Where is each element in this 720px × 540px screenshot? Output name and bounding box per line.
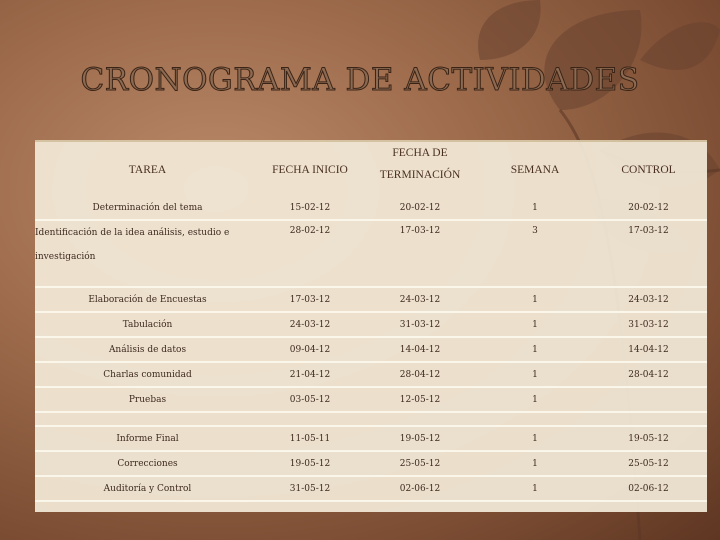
cell-inicio: 17-03-12 bbox=[260, 287, 360, 312]
cell-tarea: Determinación del tema bbox=[35, 196, 260, 220]
cell-semana: 1 bbox=[480, 426, 590, 451]
cell-tarea: Charlas comunidad bbox=[35, 362, 260, 387]
column-header-fecha-inicio: FECHA INICIO bbox=[272, 164, 348, 176]
page-title: CRONOGRAMA DE ACTIVIDADES bbox=[80, 62, 640, 98]
table-row bbox=[35, 476, 707, 501]
cell-fin: 20-02-12 bbox=[360, 196, 480, 220]
cell-inicio: 24-03-12 bbox=[260, 312, 360, 337]
cell-control: 24-03-12 bbox=[590, 287, 707, 312]
cell-tarea: Análisis de datos bbox=[35, 337, 260, 362]
cell-semana: 1 bbox=[480, 476, 590, 501]
column-header-tarea: TAREA bbox=[128, 164, 167, 176]
cell-fin: 19-05-12 bbox=[360, 426, 480, 451]
cell-tarea: Informe Final bbox=[35, 426, 260, 451]
cell-control: 25-05-12 bbox=[590, 451, 707, 476]
cell-control: 17-03-12 bbox=[590, 220, 707, 287]
cell-tarea: Correcciones bbox=[35, 451, 260, 476]
cell-tarea: Identificación de la idea análisis, estudio e investigación bbox=[35, 220, 260, 287]
table-row bbox=[35, 387, 707, 412]
schedule-table bbox=[35, 140, 707, 502]
cell-fin: 31-03-12 bbox=[360, 312, 480, 337]
cell-control bbox=[590, 387, 707, 412]
cell-control: 02-06-12 bbox=[590, 476, 707, 501]
cell-control: 31-03-12 bbox=[590, 312, 707, 337]
cell-tarea: Auditoría y Control bbox=[35, 476, 260, 501]
table-row bbox=[35, 196, 707, 220]
table-row bbox=[35, 220, 707, 287]
cell-inicio: 03-05-12 bbox=[260, 387, 360, 412]
cell-inicio: 11-05-11 bbox=[260, 426, 360, 451]
cell-inicio: 19-05-12 bbox=[260, 451, 360, 476]
cell-semana: 1 bbox=[480, 451, 590, 476]
cell-semana: 1 bbox=[480, 287, 590, 312]
cell-inicio: 21-04-12 bbox=[260, 362, 360, 387]
table-row bbox=[35, 312, 707, 337]
cell-fin: 02-06-12 bbox=[360, 476, 480, 501]
cell-inicio: 31-05-12 bbox=[260, 476, 360, 501]
table-row bbox=[35, 337, 707, 362]
cell-fin: 14-04-12 bbox=[360, 337, 480, 362]
cell-semana: 1 bbox=[480, 312, 590, 337]
cell-control: 19-05-12 bbox=[590, 426, 707, 451]
cell-inicio: 28-02-12 bbox=[260, 220, 360, 287]
column-header-fecha-terminacion: FECHA DE TERMINACIÓN bbox=[379, 147, 461, 181]
column-header-semana: SEMANA bbox=[510, 164, 560, 176]
table-row bbox=[35, 362, 707, 387]
table-row bbox=[35, 287, 707, 312]
table-spacer-row bbox=[35, 412, 707, 426]
cell-fin: 12-05-12 bbox=[360, 387, 480, 412]
table-header-row bbox=[35, 140, 707, 196]
table-row bbox=[35, 426, 707, 451]
cell-semana: 1 bbox=[480, 337, 590, 362]
cell-semana: 3 bbox=[480, 220, 590, 287]
cell-fin: 28-04-12 bbox=[360, 362, 480, 387]
cell-tarea: Pruebas bbox=[35, 387, 260, 412]
column-header-control: CONTROL bbox=[621, 164, 676, 176]
table-row bbox=[35, 451, 707, 476]
cell-tarea: Tabulación bbox=[35, 312, 260, 337]
cell-fin: 25-05-12 bbox=[360, 451, 480, 476]
cell-inicio: 15-02-12 bbox=[260, 196, 360, 220]
cell-semana: 1 bbox=[480, 362, 590, 387]
cell-tarea: Elaboración de Encuestas bbox=[35, 287, 260, 312]
cell-inicio: 09-04-12 bbox=[260, 337, 360, 362]
cell-control: 28-04-12 bbox=[590, 362, 707, 387]
cell-fin: 24-03-12 bbox=[360, 287, 480, 312]
cell-control: 20-02-12 bbox=[590, 196, 707, 220]
cell-semana: 1 bbox=[480, 387, 590, 412]
cell-fin: 17-03-12 bbox=[360, 220, 480, 287]
cell-semana: 1 bbox=[480, 196, 590, 220]
cell-control: 14-04-12 bbox=[590, 337, 707, 362]
